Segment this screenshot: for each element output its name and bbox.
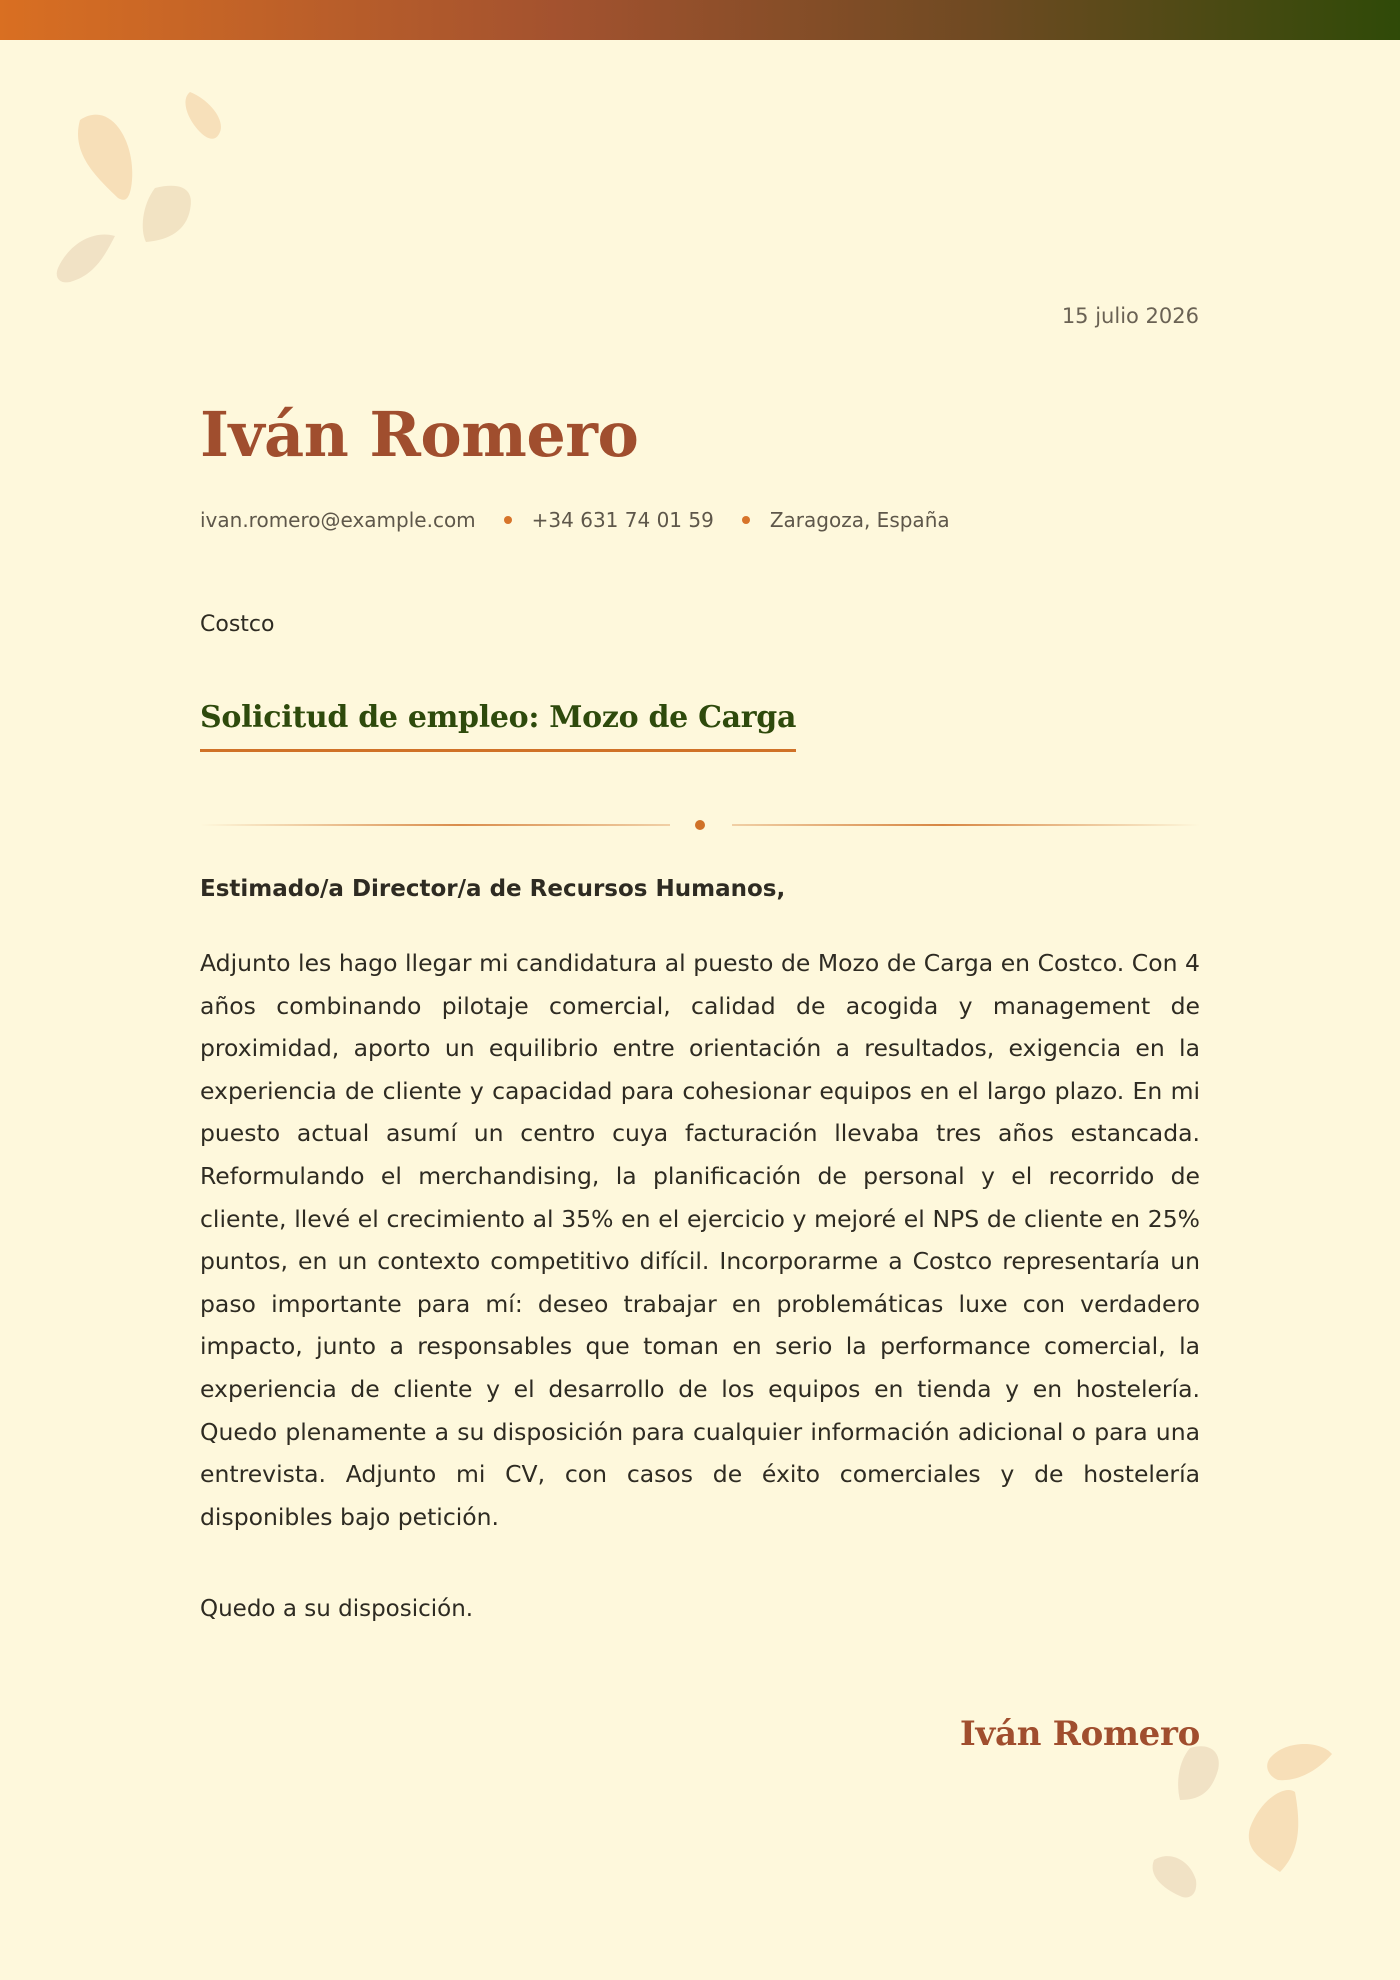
bullet-dot-icon — [504, 516, 512, 524]
leaf-cluster-top-left-icon — [40, 80, 240, 300]
signature: Iván Romero — [959, 1714, 1200, 1754]
sender-location: Zaragoza, España — [769, 508, 950, 532]
contact-line — [200, 508, 950, 532]
salutation: Estimado/a Director/a de Recursos Humanos, — [200, 876, 786, 902]
letter-body: Adjunto les hago llegar mi candidatura al puesto de Mozo de Carga en Costco. Con 4 años combinando pilotaje comercial, calidad de acogida y management de proximidad, aporto un equilibrio entre orientación a resultados, exigencia en la experiencia de cliente y capacidad para cohesionar equipos en el largo plazo. En mi puesto actual asumí un centro cuya facturación llevaba tres años estancada. Reformulando el merchandising, la planificación de personal y el recorrido de cliente, llevé el crecimiento al 35% en el ejercicio y mejoré el NPS de cliente en 25% puntos, en un contexto competitivo difícil. Incorporarme a Costco representaría un paso importante para mí: deseo trabajar en problemáticas luxe con verdadero impacto, junto a responsables que toman en serio la performance comercial, la experiencia de cliente y el desarrollo de los equipos en tienda y en hostelería. Quedo plenamente a su disposición para cualquier información adicional o para una entrevista. Adjunto mi CV, con casos de éxito comerciales y de hostelería disponibles bajo petición. — [200, 949, 1200, 1531]
letter-subject: Solicitud de empleo: Mozo de Carga — [200, 700, 796, 752]
ornamental-divider — [200, 818, 1200, 832]
bullet-dot-icon — [742, 516, 750, 524]
letter-date: 15 julio 2026 — [1061, 304, 1199, 328]
recipient-company: Costco — [200, 612, 275, 637]
divider-line-left — [200, 824, 670, 826]
closing-line: Quedo a su disposición. — [200, 1596, 474, 1622]
top-gradient-bar — [0, 0, 1400, 40]
divider-dot-icon — [695, 820, 705, 830]
sender-name: Iván Romero — [200, 398, 639, 471]
divider-line-right — [732, 824, 1200, 826]
sender-phone: +34 631 74 01 59 — [531, 508, 714, 532]
sender-email: ivan.romero@example.com — [200, 508, 476, 532]
